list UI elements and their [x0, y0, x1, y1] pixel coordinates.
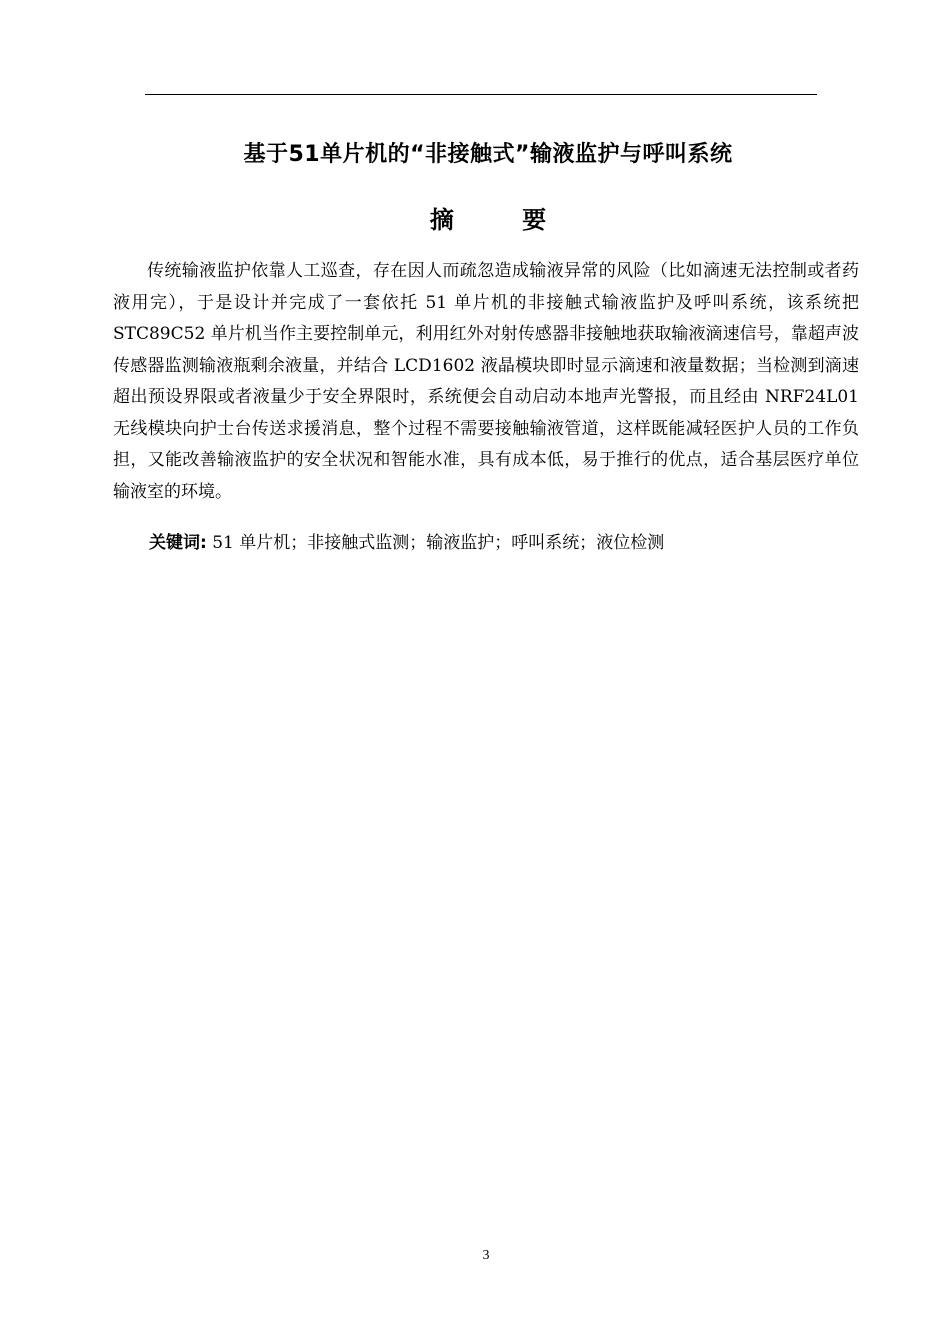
- keywords-label: 关键词:: [149, 533, 207, 553]
- header-rule: [145, 94, 817, 95]
- document-title: 基于51单片机的“非接触式”输液监护与呼叫系统: [243, 142, 733, 167]
- keywords-text: 51 单片机；非接触式监测；输液监护；呼叫系统；液位检测: [206, 533, 665, 553]
- abstract-paragraph: 传统输液监护依靠人工巡查，存在因人而疏忽造成输液异常的风险（比如滴速无法控制或者药液用完），于是设计并完成了一套依托 51 单片机的非接触式输液监护及呼叫系统，该系统把 STC89C52 单片机当作主要控制单元，利用红外对射传感器非接触地获取输液滴速信号，靠超声波传感器监测输液瓶剩余液量，并结合 LCD1602 液晶模块即时显示滴速和液量数据；当检测到滴速超出预设界限或者液量少于安全界限时，系统便会自动启动本地声光警报，而且经由 NRF24L01 无线模块向护士台传送求援消息，整个过程不需要接触输液管道，这样既能减轻医护人员的工作负担，又能改善输液监护的安全状况和智能水准，具有成本低，易于推行的优点，适合基层医疗单位输液室的环境。: [113, 261, 859, 502]
- abstract-heading: 摘 要: [429, 206, 577, 234]
- keywords-line: [149, 528, 664, 553]
- page-number: 3: [482, 1248, 490, 1263]
